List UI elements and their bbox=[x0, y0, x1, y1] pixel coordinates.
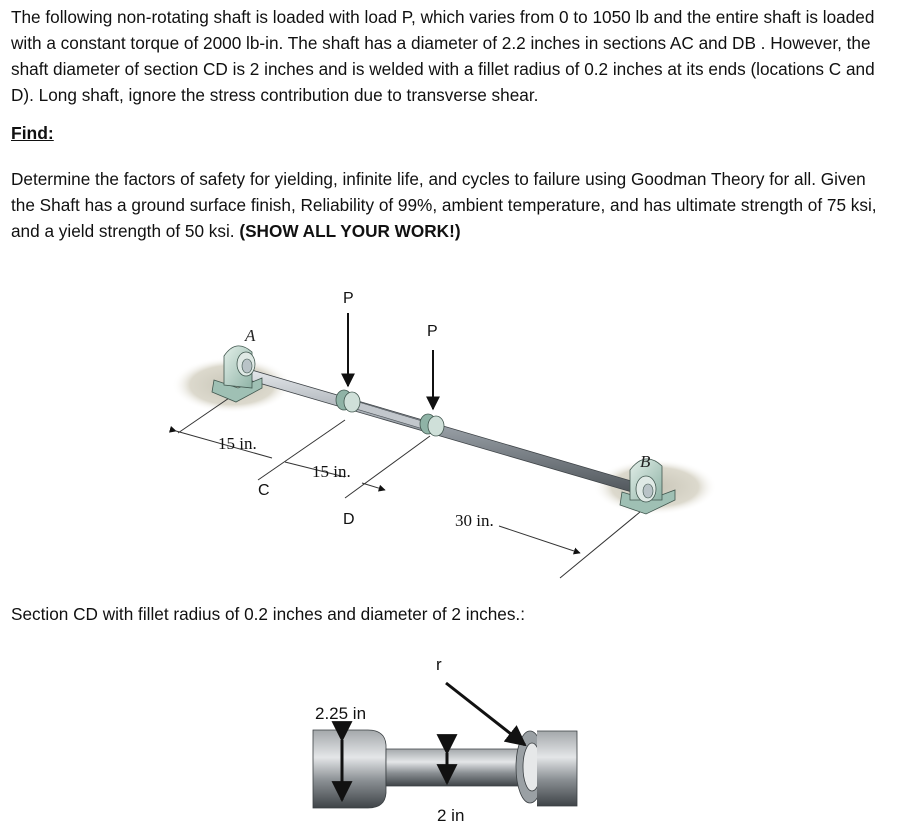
section-caption: Section CD with fillet radius of 0.2 inches and diameter of 2 inches.: bbox=[11, 604, 525, 624]
dim-db-label: 30 in. bbox=[455, 511, 494, 530]
dim-cd-label: 15 in. bbox=[312, 462, 351, 481]
point-c-label: C bbox=[258, 482, 270, 499]
small-diameter-label: 2 in bbox=[437, 806, 465, 825]
point-d-label: D bbox=[343, 511, 355, 528]
load-label-2: P bbox=[427, 323, 438, 340]
show-work-emphasis: (SHOW ALL YOUR WORK!) bbox=[239, 221, 461, 241]
find-text: Determine the factors of safety for yielding, infinite life, and cycles to failure using Goodman Theory for all. Given the Shaft has a ground surface finish, Reliability of 99%, ambient temperature, and has ultimate strength of 75 ksi, and a yield strength of 50 ksi. bbox=[11, 169, 877, 241]
large-diameter-label: 2.25 in bbox=[315, 704, 367, 723]
support-b-label: B bbox=[640, 452, 651, 471]
collar-d bbox=[420, 414, 444, 436]
load-label-1: P bbox=[343, 290, 354, 307]
section-figure bbox=[313, 683, 577, 808]
dim-ac-label: 15 in. bbox=[218, 434, 257, 453]
collar-c bbox=[336, 390, 360, 412]
large-section-right bbox=[537, 731, 577, 806]
fillet-radius-label: r bbox=[436, 655, 442, 674]
problem-statement: The following non-rotating shaft is loaded with load P, which varies from 0 to 1050 lb and the entire shaft is loaded with a constant torque of 2000 lb-in. The shaft has a diameter of 2.2 inches in sections AC and DB . However, the shaft diameter of section CD is 2 inches and is welded with a fillet radius of 0.2 inches at its ends (locations C and D). Long shaft, ignore the stress contribution due to transverse shear. bbox=[11, 7, 875, 105]
large-section-left bbox=[313, 730, 386, 808]
support-a-label: A bbox=[245, 326, 256, 345]
find-heading: Find: bbox=[11, 123, 54, 143]
small-section bbox=[386, 749, 524, 786]
fillet-radius-arrow bbox=[446, 683, 525, 745]
load-arrows bbox=[348, 313, 433, 409]
